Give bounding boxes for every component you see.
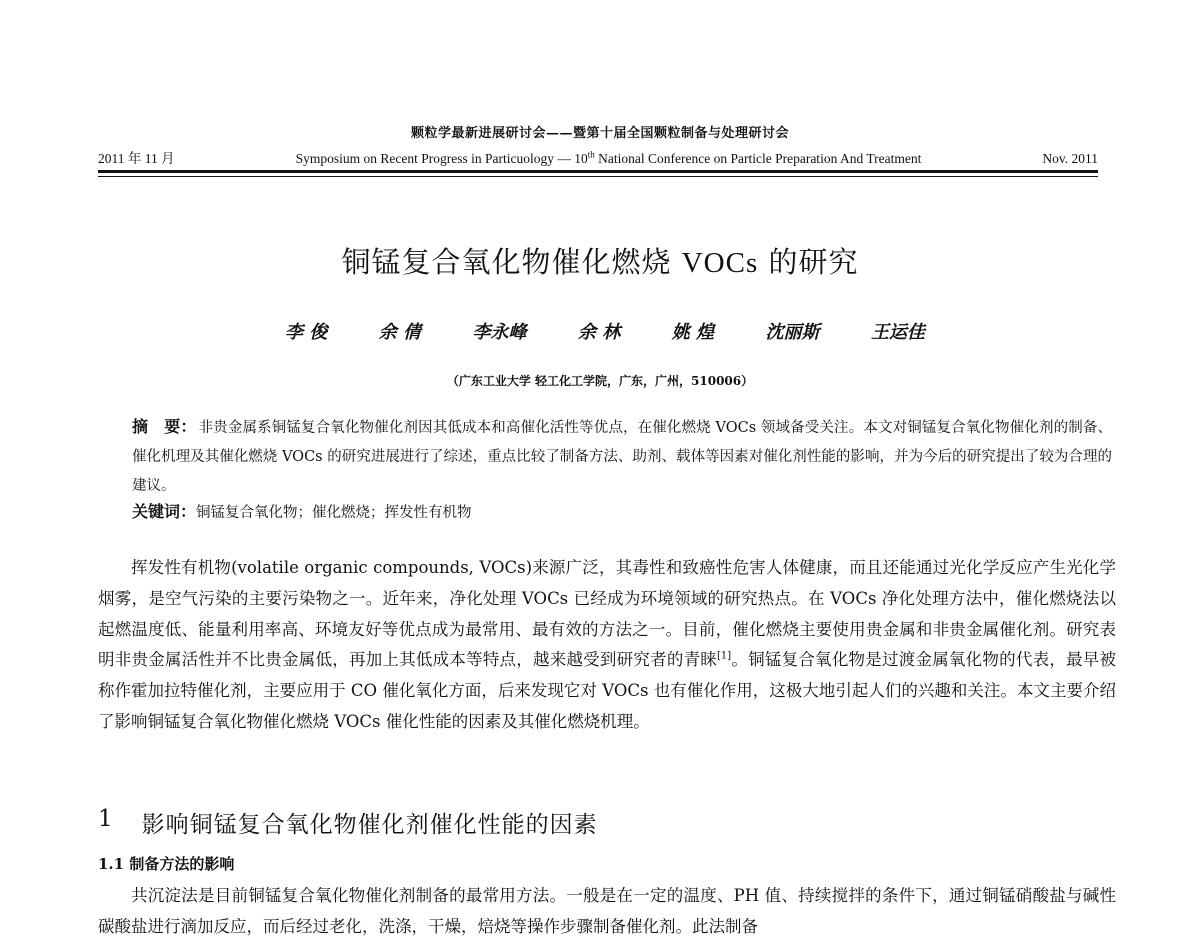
abstract-label: 摘 要： [132, 417, 197, 436]
subsection-heading: 1.1 制备方法的影响 [98, 855, 235, 873]
author: 余 倩 [378, 322, 422, 343]
author-list [285, 318, 925, 344]
author: 余 林 [577, 322, 621, 343]
body-paragraph: 共沉淀法是目前铜锰复合氧化物催化剂制备的最常用方法。一般是在一定的温度、PH 值、持续搅拌的条件下，通过铜锰硝酸盐与碱性碳酸盐进行滴加反应，而后经过老化，洗涤，干燥，焙烧等操作步骤制备催化剂。此法制备 [98, 886, 1116, 936]
header-edition-suffix: th [587, 149, 595, 160]
header-national-conference: National Conference on Particle Preparation And Treatment [598, 151, 922, 166]
title-part-3: 的研究 [758, 245, 859, 279]
header-rule-thin [98, 176, 1098, 177]
title-part-1: 铜锰复合氧化物催化燃烧 [341, 245, 682, 279]
header-date-en: Nov. 2011 [1042, 151, 1098, 166]
section-heading [98, 806, 598, 839]
author: 姚 煌 [671, 322, 714, 343]
paper-title [0, 240, 1200, 281]
header-dash: — [557, 151, 571, 166]
author: 李 俊 [285, 322, 328, 343]
header-date-cn: 2011 年 11 月 [98, 151, 175, 166]
section-title: 影响铜锰复合氧化物催化剂催化性能的因素 [141, 812, 598, 838]
keywords-text: 铜锰复合氧化物；催化燃烧；挥发性有机物 [196, 505, 472, 521]
abstract-text: 非贵金属系铜锰复合氧化物催化剂因其低成本和高催化活性等优点，在催化燃烧 VOCs 领域备受关注。本文对铜锰复合氧化物催化剂的制备、催化机理及其催化燃烧 VOCs 的研究进展进行了综述，重点比较了制备方法、助剂、载体等因素对催化剂性能的影响，并为今后的研究提出了较为合理的建议。 [132, 420, 1112, 494]
abstract [132, 412, 1112, 501]
author: 李永峰 [472, 322, 527, 343]
keywords [132, 497, 1112, 528]
header-symposium: Symposium on Recent Progress in Particuology [295, 151, 555, 166]
header-edition-number: 10 [574, 151, 588, 166]
header-rule-thick [98, 170, 1098, 173]
running-header [98, 147, 1098, 167]
header-conference-en [296, 151, 922, 167]
intro-paragraph [98, 553, 1116, 738]
keywords-label: 关键词： [132, 502, 197, 521]
conference-title-cn: 颗粒学最新进展研讨会——暨第十届全国颗粒制备与处理研讨会 [410, 126, 789, 141]
affiliation: （广东工业大学 轻工化工学院，广东，广州，510006） [446, 374, 754, 388]
title-part-2: VOCs [681, 247, 759, 279]
section-number: 1 [98, 806, 114, 832]
author: 沈丽斯 [765, 322, 820, 343]
intro-text-1: 挥发性有机物(volatile organic compounds, VOCs)来源广泛，其毒性和致癌性危害人体健康，而且还能通过光化学反应产生光化学烟雾，是空气污染的主要污染物之一。近年来，净化处理 VOCs 已经成为环境领域的研究热点。在 VOCs 净化处理方法中，催化燃烧法以起燃温度低、能量利用率高、环境友好等优点成为最常用、最有效的方法之一。目前，催化燃烧主要使用贵金属和非贵金属催化剂。研究表明非贵金属活性并不比贵金属低，再加上其低成本等特点，越来越受到研究者的青睐 [98, 558, 1116, 670]
author: 王运佳 [870, 322, 925, 343]
intro-text-2: 。铜锰复合氧化物是过渡金属氧化物的代表，最早被称作霍加拉特催化剂，主要应用于 CO 催化氧化方面，后来发现它对 VOCs 也有催化作用，这极大地引起人们的兴趣和关注。本文主要介绍了影响铜锰复合氧化物催化燃烧 VOCs 催化性能的因素及其催化燃烧机理。 [98, 650, 1117, 731]
citation[interactable]: [1] [717, 650, 732, 662]
